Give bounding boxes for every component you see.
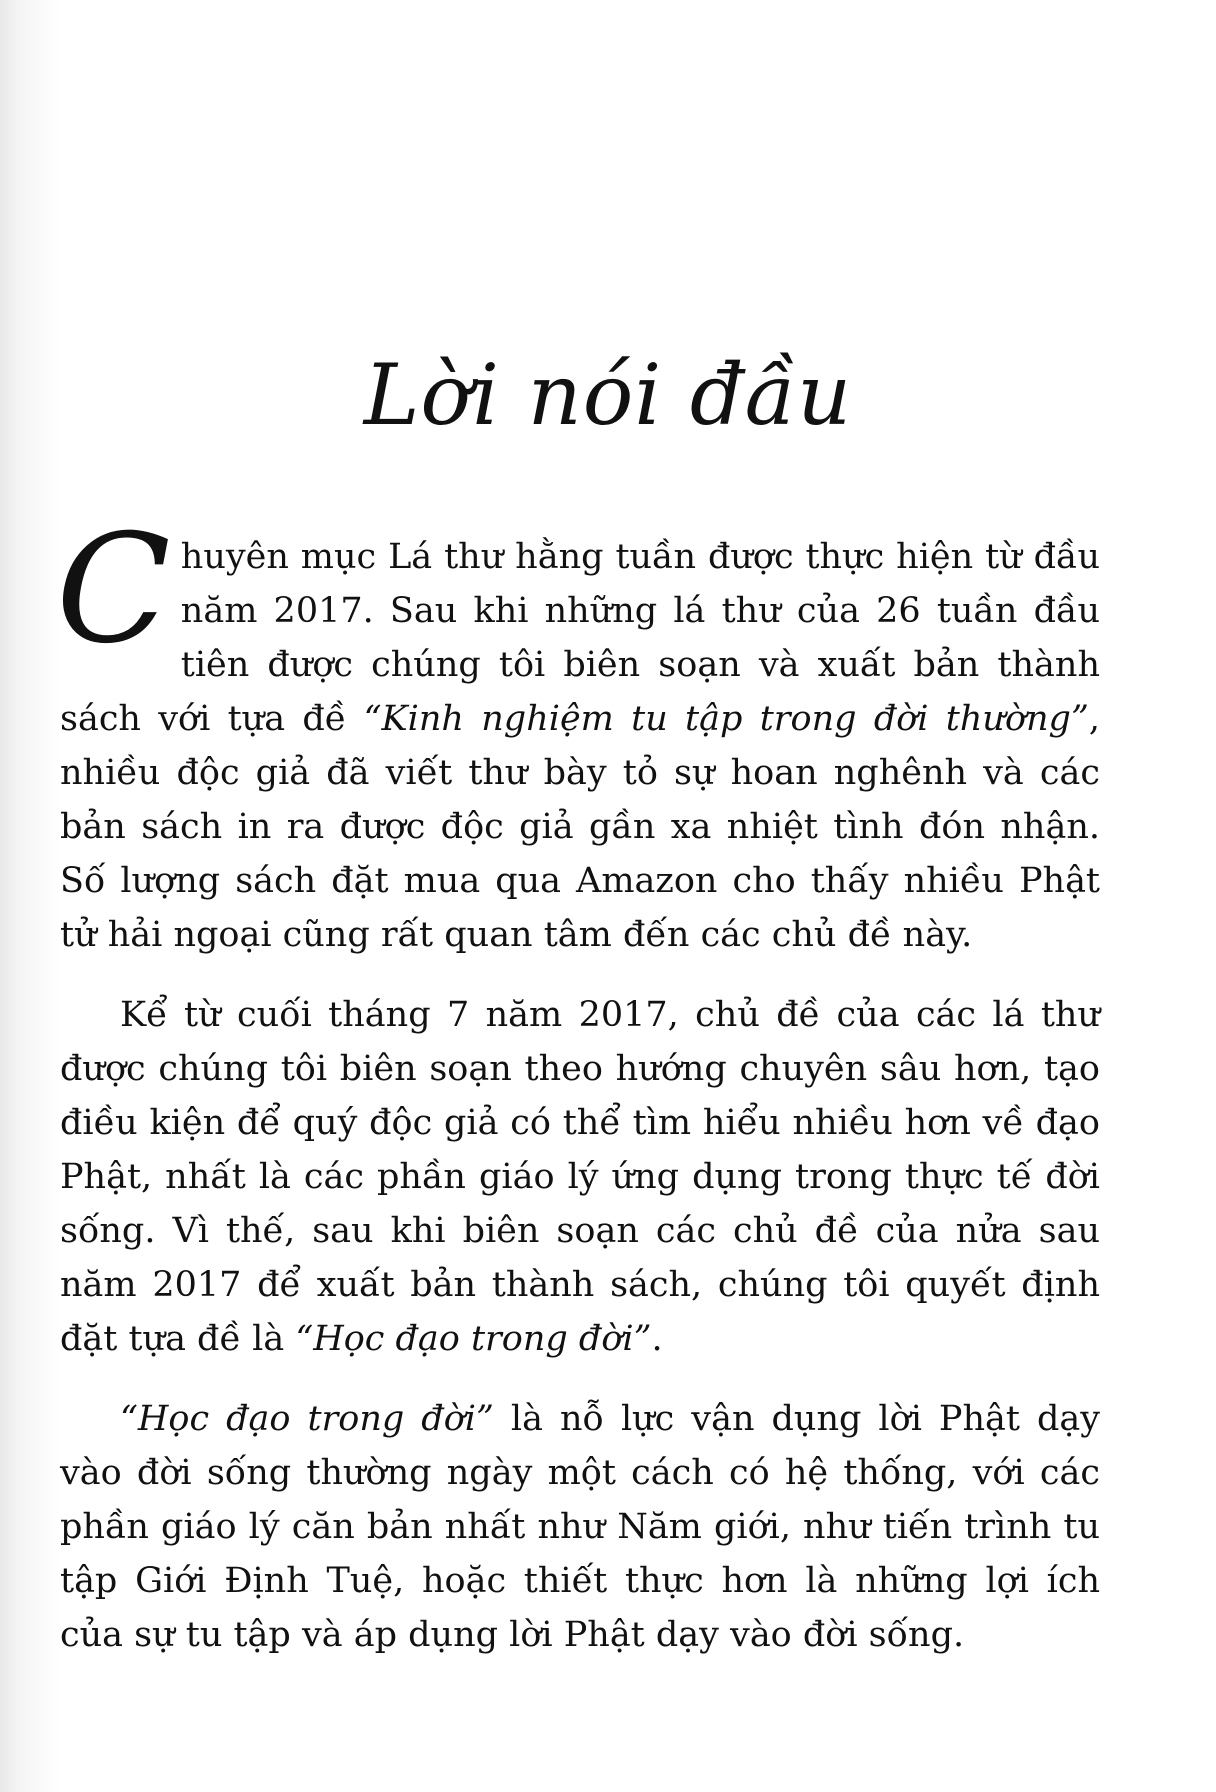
book-title-kinh-nghiem: “Kinh nghiệm tu tập trong đời thường” [363,699,1089,739]
paragraph-1 [56,503,1100,962]
drop-cap: C [56,503,171,677]
paragraph-3 [60,1392,1100,1662]
book-title-hoc-dao: “Học đạo trong đời” [295,1319,652,1359]
paragraph-3-text: là nỗ lực vận dụng lời Phật dạy vào đời sống thường ngày một cách có hệ thống, với các phần giáo lý căn bản nhất như Năm giới, như tiến trình tu tập Giới Định Tuệ, hoặc thiết thực hơn là những lợi ích của sự tu tập và áp dụng lời Phật dạy vào đời sống. [60,1399,1100,1655]
paragraph-2 [60,988,1100,1366]
paragraph-1-text-a: huyên mục Lá thư hằng tuần được thực hiện từ đầu năm 2017. Sau khi những lá thư của 26 tuần đầu tiên được chúng tôi biên soạn và xuất bản thành sách với tựa đề [60,537,1100,739]
paragraph-2-text-a: Kể từ cuối tháng 7 năm 2017, chủ đề của các lá thư được chúng tôi biên soạn theo hướng chuyên sâu hơn, tạo điều kiện để quý độc giả có thể tìm hiểu nhiều hơn về đạo Phật, nhất là các phần giáo lý ứng dụng trong thực tế đời sống. Vì thế, sau khi biên soạn các chủ đề của nửa sau năm 2017 để xuất bản thành sách, chúng tôi quyết định đặt tựa đề là [60,995,1100,1359]
chapter-title: Lời nói đầu [363,346,853,444]
book-title-hoc-dao-ref: “Học đạo trong đời” [120,1399,494,1439]
paragraph-1-text-b: , nhiều độc giả đã viết thư bày tỏ sự hoan nghênh và các bản sách in ra được độc giả gần xa nhiệt tình đón nhận. Số lượng sách đặt mua qua Amazon cho thấy nhiều Phật tử hải ngoại cũng rất quan tâm đến các chủ đề này. [60,699,1100,955]
preface-body [56,503,1100,1688]
page-gutter-shadow [0,0,60,1792]
paragraph-2-text-b: . [651,1319,663,1359]
